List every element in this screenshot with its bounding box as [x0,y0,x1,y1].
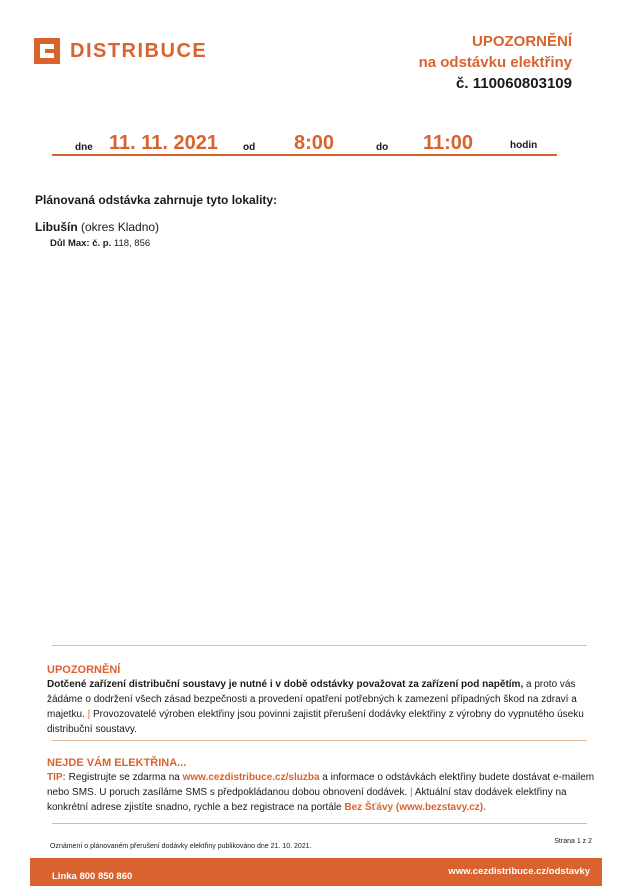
outage-start-time: 8:00 [294,132,335,154]
bezstavy-link[interactable]: (www.bezstavy.cz). [395,802,486,813]
warning-bottom-rule [52,740,587,741]
locations-intro: Plánovaná odstávka zahrnuje tyto lokality: [35,193,278,207]
from-label: od [243,142,256,153]
location-entry [35,220,159,234]
publication-note: Oznámení o plánovaném přerušení dodávky elektřiny publikováno dne 21. 10. 2021. [50,843,312,850]
date-underline [52,154,557,156]
notice-title: UPOZORNĚNÍ [471,33,572,50]
location-name: Libušín [35,220,78,234]
page-number: Strana 1 z 2 [554,838,592,845]
info-text-1: Registrujte se zdarma na [68,772,180,783]
tip-label: TIP: [47,772,66,783]
to-label: do [376,142,389,153]
warning-bold-text: Dotčené zařízení distribuční soustavy je nutné i v době odstávky považovat za zařízení pod napětím, [47,679,524,690]
registration-link[interactable]: www.cezdistribuce.cz/sluzba [182,772,320,783]
logo-text: DISTRIBUCE [70,39,208,62]
notice-number: č. 110060803109 [456,75,572,92]
outage-end-time: 11:00 [423,132,474,154]
company-logo [34,38,207,64]
warning-top-rule [52,645,587,646]
info-text-3: Aktuální stav dodávek elektřiny na konkrétní adrese zjistíte snadno, rychle a bez registrace na portále [47,787,567,813]
notice-subtitle: na odstávku elektřiny [418,54,572,71]
warning-text [47,677,597,737]
info-title: NEJDE VÁM ELEKTŘINA... [47,757,187,769]
info-text-2: a informace o odstávkách elektřiny budete dostávat e-mailem nebo SMS. U poruch zasíláme SMS s předpokládanou dobou obnovení dodávek. [47,772,595,798]
brand-name: Bez Šťávy [344,802,394,813]
hotline-number: Linka 800 850 860 [52,871,133,882]
warning-text-2: Provozovatelé výroben elektřiny jsou povinni zajistit přerušení dodávky elektřiny z výrobny do vypnutého úseku distribuční soustavy. [47,709,584,735]
footer-website-link[interactable]: www.cezdistribuce.cz/odstavky [448,866,590,877]
address-street: Důl Max: č. p. [50,238,112,249]
info-text [47,770,599,815]
cez-logo-icon [34,38,60,64]
hours-label: hodin [510,140,538,151]
address-numbers: 118, 856 [113,238,151,249]
location-address [50,238,150,249]
info-bottom-rule [52,823,587,824]
warning-separator: | [87,709,91,720]
warning-title: UPOZORNĚNÍ [47,664,121,676]
warning-text-1: a proto vás žádáme o dodržení všech zásad bezpečnosti a provedení opatření potřebných k zamezení případných škod na zdraví a majetku. [47,679,577,720]
date-label: dne [75,142,93,153]
outage-date: 11. 11. 2021 [109,132,219,154]
info-separator: | [410,787,413,798]
location-district: (okres Kladno) [81,220,160,234]
